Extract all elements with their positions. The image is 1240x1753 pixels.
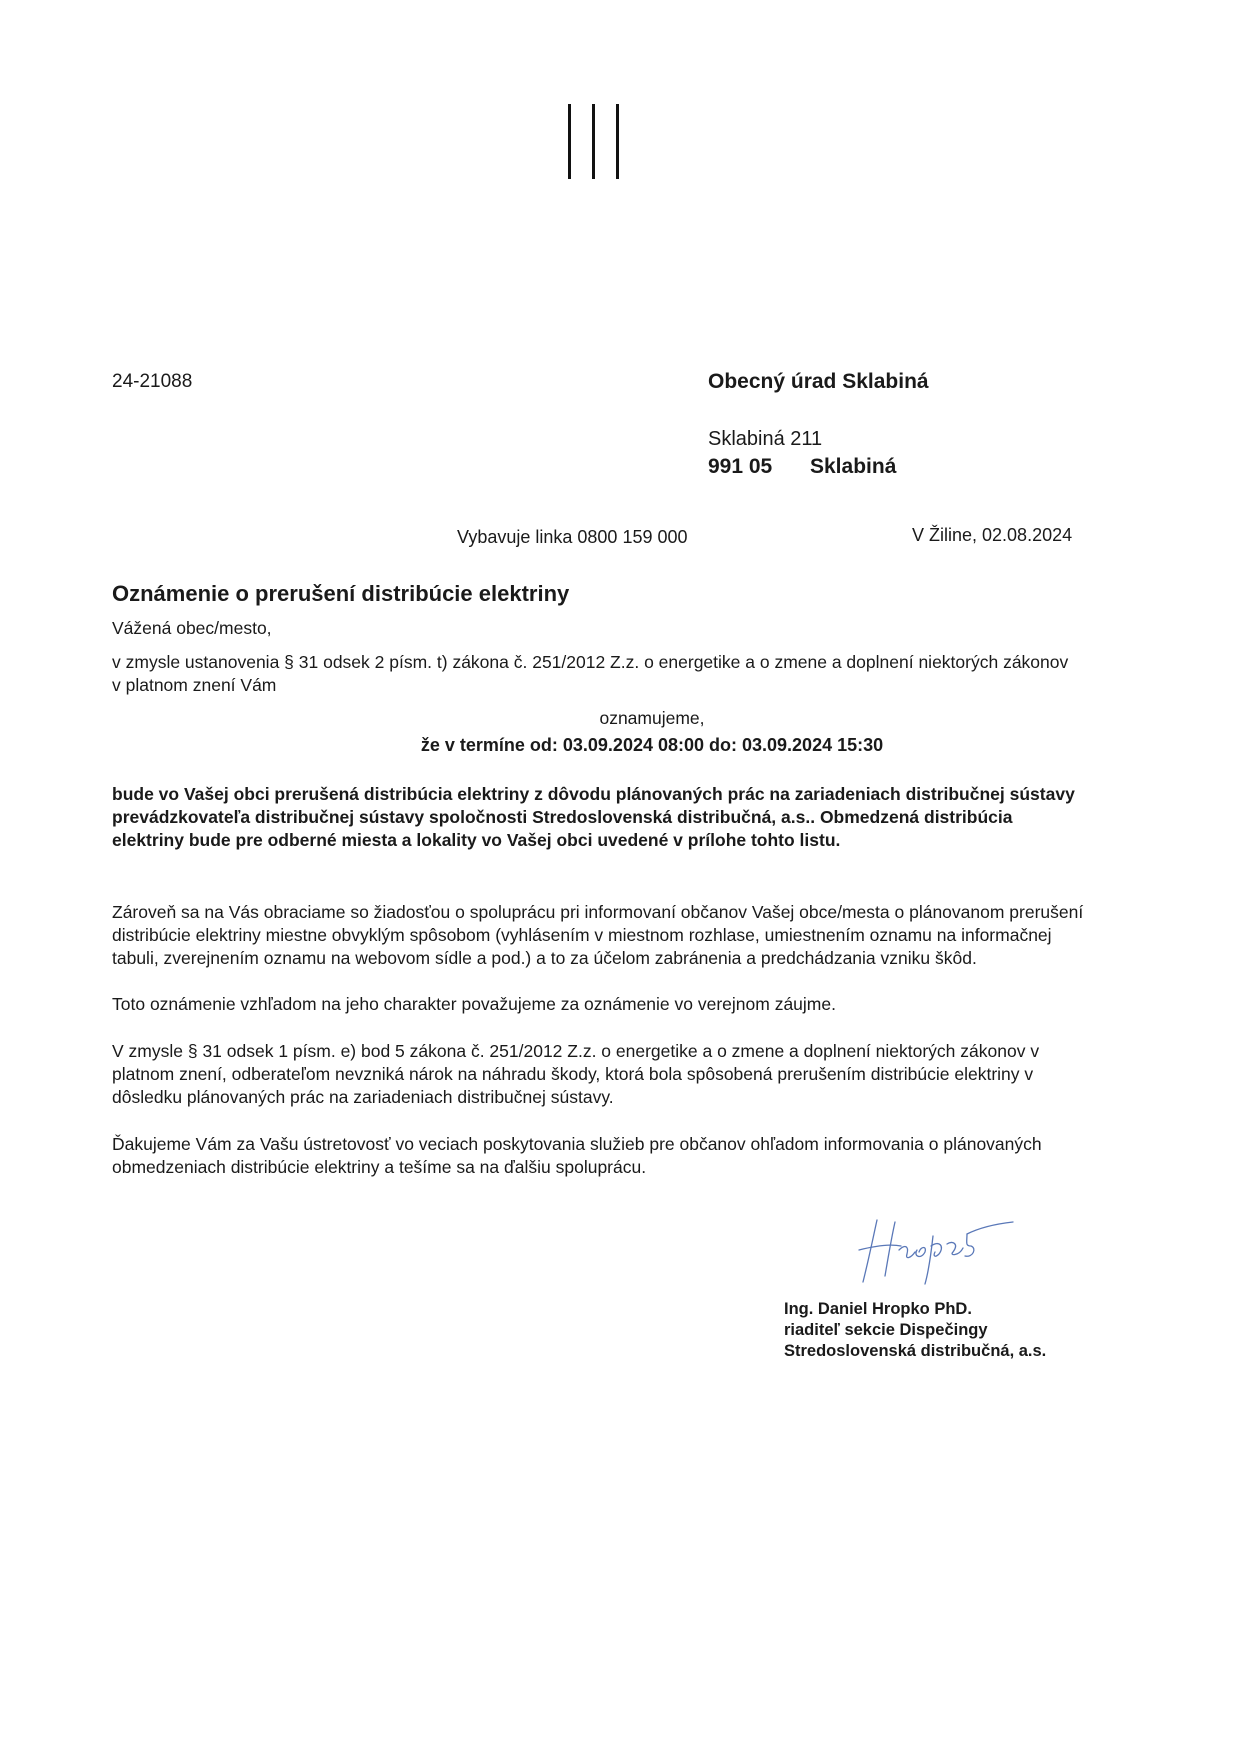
signatory-position: riaditeľ sekcie Dispečingy — [784, 1321, 988, 1339]
recipient-name: Obecný úrad Sklabiná — [708, 370, 929, 393]
recipient-street: Sklabiná 211 — [708, 428, 823, 450]
outage-notice-paragraph: bude vo Vašej obci prerušená distribúcia elektriny z dôvodu plánovaných prác na zariadeniach distribučnej sústavy prevádzkovateľa distribučnej sústavy spoločnosti Stredoslovenská distribučná, a.s.. Obmedzená distribúcia elektriny bude pre odberné miesta a lokality vo Vašej obci uvedené v prílohe tohto listu. — [112, 784, 1075, 850]
outage-term: že v termíne od: 03.09.2024 08:00 do: 03.09.2024 15:30 — [420, 735, 884, 755]
legal-basis-paragraph: v zmysle ustanovenia § 31 odsek 2 písm. t) zákona č. 251/2012 Z.z. o energetike a o zmene a doplnení niektorých zákonov v platnom znení Vám — [112, 652, 1069, 695]
thanks-paragraph: Ďakujeme Vám za Vašu ústretovosť vo veciach poskytovania služieb pre občanov ohľadom informovania o plánovaných obmedzeniach distribúcie elektriny a tešíme sa na ďalšiu spoluprácu. — [112, 1134, 1042, 1177]
barcode-marks — [568, 104, 624, 180]
public-interest-line: Toto oznámenie vzhľadom na jeho charakter považujeme za oznámenie vo verejnom záujme. — [112, 994, 836, 1014]
contact-line: Vybavuje linka 0800 159 000 — [457, 527, 688, 547]
reference-number: 24-21088 — [112, 371, 193, 392]
handwritten-signature — [855, 1210, 1015, 1290]
signatory-name: Ing. Daniel Hropko PhD. — [784, 1300, 972, 1318]
signatory-company: Stredoslovenská distribučná, a.s. — [784, 1342, 1047, 1360]
recipient-city-line — [708, 455, 896, 479]
cooperation-paragraph: Zároveň sa na Vás obraciame so žiadosťou o spoluprácu pri informovaní občanov Vašej obce/mesta o plánovanom prerušení distribúcie elektriny miestne obvyklým spôsobom (vyhlásením v miestnom rozhlase, umiestnením oznamu na informačnej tabuli, zverejnením oznamu na webovom sídle a pod.) a to za účelom zabránenia a predchádzania vzniku škôd. — [112, 902, 1084, 968]
recipient-postal-code: 991 05 — [708, 455, 773, 478]
recipient-city: Sklabiná — [810, 455, 897, 478]
letter-title: Oznámenie o prerušení distribúcie elektriny — [112, 581, 570, 606]
announce-line: oznamujeme, — [599, 708, 705, 728]
damage-paragraph: V zmysle § 31 odsek 1 písm. e) bod 5 zákona č. 251/2012 Z.z. o energetike a o zmene a doplnení niektorých zákonov v platnom znení, odberateľom nevzniká nárok na náhradu škody, ktorá bola spôsobená prerušením distribúcie elektriny v dôsledku plánovaných prác na zariadeniach distribučnej sústavy. — [112, 1041, 1040, 1107]
place-date: V Žiline, 02.08.2024 — [912, 525, 1073, 545]
signatory-block — [784, 1299, 1046, 1362]
salutation: Vážená obec/mesto, — [112, 618, 272, 638]
